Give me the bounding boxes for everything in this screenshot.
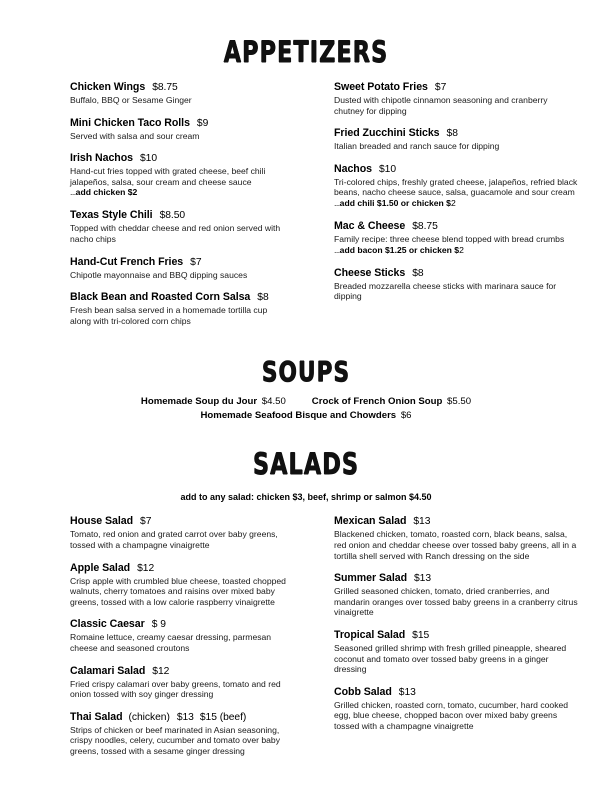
menu-item-price: $7	[140, 516, 152, 528]
menu-item	[70, 256, 286, 281]
menu-item-header	[334, 267, 578, 280]
menu-item-addon-dots: ...	[70, 187, 76, 198]
menu-item-header	[70, 256, 286, 269]
menu-item-header	[70, 152, 286, 165]
menu-item-description: Fried crispy calamari over baby greens, tomato and red onion tossed with soy ginger dressing	[70, 678, 281, 700]
menu-item-header	[70, 711, 286, 724]
menu-item-addon-text: add bacon $1.25 or chicken $	[339, 244, 460, 255]
menu-item-price: $8.75	[412, 220, 438, 232]
menu-item-price: $13	[398, 686, 416, 698]
menu-item-name: Mini Chicken Taco Rolls	[70, 116, 190, 129]
menu-item	[70, 665, 286, 700]
menu-item-price: $10	[139, 153, 158, 165]
menu-item-name: Fried Zucchini Sticks	[334, 127, 440, 140]
menu-item-description: Dusted with chipotle cinnamon seasoning and cranberry chutney for dipping	[334, 95, 548, 116]
menu-item-header	[334, 629, 578, 642]
menu-item-description: Grilled seasoned chicken, tomato, dried cranberries, and mandarin oranges over tossed baby greens in a cranberry citrus vinaigrette	[334, 586, 578, 618]
menu-item-addon	[70, 187, 286, 198]
menu-item	[334, 163, 578, 209]
menu-item-description: Family recipe: three cheese blend topped with bread crumbs	[334, 233, 565, 244]
soup-price: $5.50	[444, 396, 472, 408]
salads-columns	[34, 515, 578, 756]
menu-item-header	[70, 515, 286, 528]
section-heading-appetizers: APPETIZERS	[223, 35, 389, 69]
soup-name: Homemade Soup du Jour	[140, 396, 258, 408]
menu-item-name: Tropical Salad	[334, 628, 406, 641]
menu-item-description: Romaine lettuce, creamy caesar dressing, parmesan cheese and seasoned croutons	[70, 632, 272, 653]
menu-item	[334, 81, 578, 116]
menu-item-price: $8.75	[152, 82, 178, 93]
menu-item-price: $13	[176, 711, 194, 723]
menu-item-price: $8	[412, 267, 424, 279]
menu-item-header	[334, 686, 578, 699]
salads-left-column	[34, 515, 286, 756]
menu-item-name: Summer Salad	[334, 572, 407, 585]
menu-item-price: $10	[378, 163, 396, 175]
menu-item	[334, 127, 578, 152]
menu-item-header	[334, 515, 578, 528]
menu-item-addon-text: add chicken $2	[75, 187, 138, 198]
salads-right-column	[326, 515, 578, 731]
menu-item	[334, 220, 578, 256]
menu-item-price: $15	[412, 629, 430, 641]
menu-item-name: Cheese Sticks	[334, 266, 406, 279]
soup-line	[34, 395, 578, 409]
menu-item-qualifier: (chicken)	[128, 711, 170, 723]
menu-item-name: Mac & Cheese	[334, 219, 406, 232]
menu-item-name: Hand-Cut French Fries	[70, 255, 184, 268]
menu-item-description: Chipotle mayonnaise and BBQ dipping sauces	[70, 269, 248, 280]
menu-item-header	[70, 291, 286, 304]
menu-item-header	[70, 665, 286, 678]
soup-price: $6	[398, 410, 412, 422]
menu-item-name: Texas Style Chili	[70, 209, 153, 222]
menu-item	[70, 81, 286, 106]
menu-item-description: Tri-colored chips, freshly grated cheese, jalapeños, refried black beans, nacho cheese sauce, salsa, guacamole and sour cream	[334, 176, 578, 198]
menu-item-description: Crisp apple with crumbled blue cheese, toasted chopped walnuts, cherry tomatoes and raisins over mixed baby greens, tossed with a low calorie raspberry vinaigrette	[70, 575, 286, 607]
menu-item-name: Apple Salad	[70, 561, 131, 574]
menu-item-name: Thai Salad	[70, 710, 123, 723]
menu-item	[334, 572, 578, 618]
menu-item-addon-amount: 2	[450, 197, 456, 208]
menu-item-name: Cobb Salad	[334, 685, 392, 698]
menu-item	[70, 515, 286, 550]
menu-item-name: Chicken Wings	[70, 81, 146, 93]
menu-item-price: $9	[196, 117, 209, 129]
menu-item	[70, 152, 286, 198]
menu-item-addon	[334, 245, 578, 256]
menu-item-name: Black Bean and Roasted Corn Salsa	[70, 291, 251, 304]
soup-name: Crock of French Onion Soup	[311, 396, 443, 408]
menu-item-price: $ 9	[151, 619, 166, 631]
menu-item-name: Irish Nachos	[70, 152, 133, 165]
appetizers-right-column	[326, 81, 578, 302]
salads-addon-note: add to any salad: chicken $3, beef, shrimp or salmon $4.50	[180, 492, 432, 503]
menu-item	[70, 209, 286, 244]
menu-item-description: Hand-cut fries topped with grated cheese, beef chili jalapeños, salsa, sour cream and cheese sauce	[70, 166, 266, 187]
menu-item	[334, 629, 578, 675]
menu-item-price: $12	[137, 562, 155, 574]
menu-item-description: Seasoned grilled shrimp with fresh grilled pineapple, sheared coconut and tomato over tossed baby greens in a ginger dressing	[334, 642, 567, 675]
menu-item-price: $7	[434, 82, 447, 93]
menu-item-price: $12	[152, 665, 170, 677]
menu-item-header	[70, 81, 286, 94]
menu-item-name: Classic Caesar	[70, 618, 145, 631]
menu-item-price: $7	[190, 256, 202, 268]
appetizers-columns	[34, 81, 578, 326]
menu-item-description: Blackened chicken, tomato, roasted corn, black beans, salsa, red onion and cheddar cheese over tossed baby greens, all in a tortilla shell served with Ranch dressing on the side	[334, 529, 577, 561]
menu-item-header	[334, 81, 578, 94]
menu-item-description: Grilled chicken, roasted corn, tomato, cucumber, hard cooked egg, blue cheese, chopped bacon over mixed baby greens tossed with a champagne vinaigrette	[334, 699, 569, 731]
menu-item-price: $8.50	[159, 210, 186, 222]
menu-item-addon-amount: 2	[459, 244, 464, 255]
menu-item-name: Mexican Salad	[334, 515, 407, 528]
menu-item-header	[334, 163, 578, 176]
menu-item-addon-dots: ...	[334, 197, 340, 208]
soup-name: Homemade Seafood Bisque and Chowders	[200, 410, 397, 422]
menu-item	[70, 117, 286, 142]
menu-item-header	[334, 220, 578, 233]
menu-item	[334, 686, 578, 732]
menu-item-header	[334, 127, 578, 140]
menu-item-name: Nachos	[334, 162, 372, 175]
menu-item-price: $13	[413, 516, 431, 528]
soup-price: $4.50	[259, 396, 286, 408]
menu-item	[70, 562, 286, 608]
menu-item-price-alt: $15 (beef)	[199, 711, 247, 723]
menu-item-price: $13	[414, 573, 432, 585]
menu-item-description: Topped with cheddar cheese and red onion served with nacho chips	[70, 223, 281, 244]
menu-item-header	[70, 562, 286, 575]
appetizers-left-column	[34, 81, 286, 326]
menu-item	[334, 267, 578, 302]
menu-item-header	[334, 572, 578, 585]
menu-item-name: Sweet Potato Fries	[334, 81, 428, 93]
menu-item-addon-text: add chili $1.50 or chicken $	[339, 197, 451, 208]
menu-item	[70, 711, 286, 757]
menu-item-header	[70, 618, 286, 631]
section-heading-salads: SALADS	[252, 447, 360, 482]
menu-item-description: Strips of chicken or beef marinated in Asian seasoning, crispy noodles, celery, cucumber and tomato over baby greens, tossed with a sesame ginger dressing	[70, 724, 281, 756]
menu-item-description: Breaded mozzarella cheese sticks with marinara sauce for dipping	[334, 280, 557, 302]
soup-line	[34, 409, 578, 423]
menu-item-addon-dots: ...	[334, 244, 340, 255]
menu-item	[70, 618, 286, 653]
menu-item-price: $8	[446, 128, 458, 140]
menu-item-description: Tomato, red onion and grated carrot over baby greens, tossed with a champagne vinaigrette	[70, 529, 278, 550]
menu-item	[334, 515, 578, 561]
menu-item-addon	[334, 198, 578, 209]
menu-item-description: Buffalo, BBQ or Sesame Ginger	[70, 95, 192, 105]
section-heading-soups: SOUPS	[261, 355, 351, 389]
menu-item-header	[70, 117, 286, 130]
menu-item-name: House Salad	[70, 515, 134, 528]
menu-item-description: Italian breaded and ranch sauce for dipping	[334, 141, 500, 152]
menu-item	[70, 291, 286, 326]
menu-item-price: $8	[257, 292, 269, 304]
menu-item-name: Calamari Salad	[70, 664, 146, 677]
soups-list	[34, 395, 578, 423]
menu-item-description: Served with salsa and sour cream	[70, 130, 200, 141]
menu-item-description: Fresh bean salsa served in a homemade tortilla cup along with tri-colored corn chips	[70, 305, 268, 326]
menu-item-header	[70, 209, 286, 222]
